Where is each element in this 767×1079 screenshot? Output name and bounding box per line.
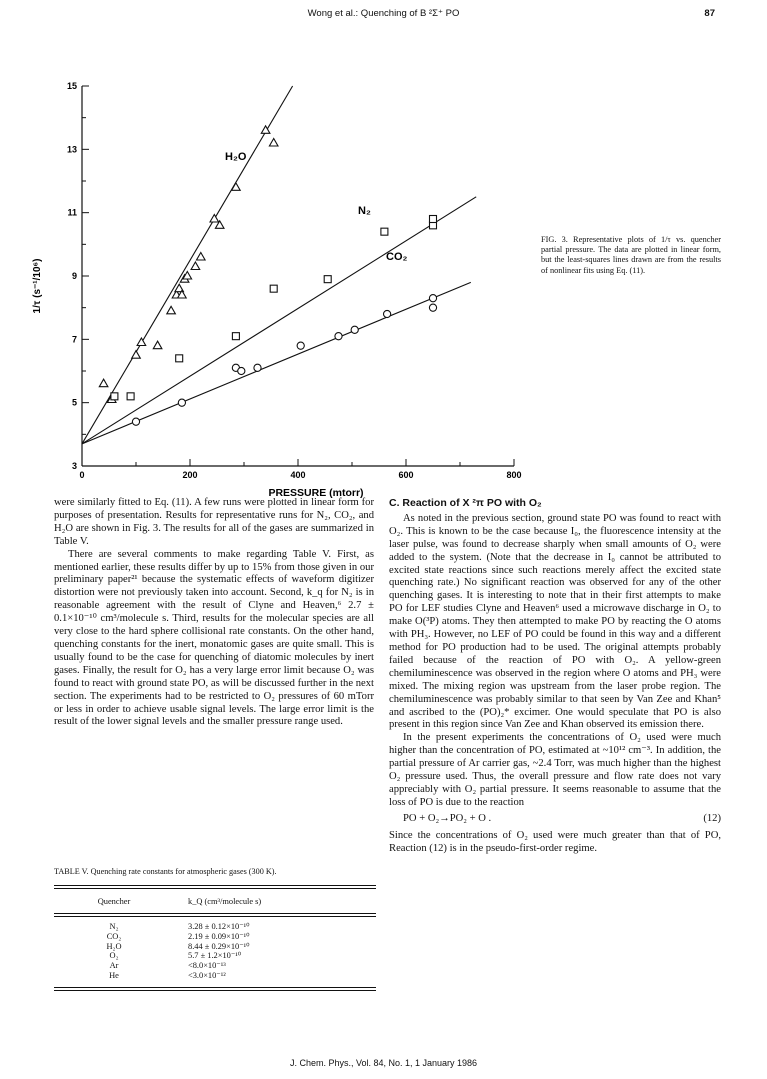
page-number: 87 [704, 8, 715, 19]
x-tick-label: 0 [79, 470, 85, 480]
data-point-triangle [191, 262, 200, 270]
table-cell-quencher: O₂ [109, 951, 119, 961]
column-header: k_Q (cm³/molecule s) [188, 897, 262, 906]
data-point-square [270, 285, 277, 292]
data-point-circle [384, 310, 391, 317]
x-axis-label: PRESSURE (mtorr) [268, 487, 364, 499]
data-point-square [176, 355, 183, 362]
table-cell-quencher: Ar [109, 961, 119, 971]
data-point-square [127, 393, 134, 400]
x-tick-label: 200 [182, 470, 198, 480]
right-column [389, 497, 721, 855]
left-column [54, 497, 374, 729]
data-point-triangle [269, 139, 278, 147]
paragraph: There are several comments to make regarding Table V. First, as mentioned earlier, these results differ by up to 15% from those given in our preliminary paper²¹ because the systematic effects of waveform digitizer distortion were not previously taken into account. Second, k_q for N₂ is in reasonable agreement with the result of Clyne and Heaven,⁶ 2.7 ± 0.1×10⁻¹⁰ cm³/molecule s. Third, results for the molecular species are all very close to the hard sphere collisional rate constants. On the other hand, quenching constants for the inert, monatomic gases are quite small. This is usually found to be the case for quenching of diatomic molecules by inert gases. Finally, the result for O₂ has a very large error limit because O₂ was found to react with ground state PO, as will be discussed further in the next section. The experiments had to be restricted to O₂ pressures of 60 mTorr or less in order to achieve usable signal levels. The large error limit is the result of the lower signal levels and the smaller pressure range used. [54, 548, 374, 728]
data-point-triangle [167, 306, 176, 314]
table-cell-kq: 2.19 ± 0.09×10⁻¹⁰ [188, 931, 250, 941]
data-point-square [381, 228, 388, 235]
data-point-square [111, 393, 118, 400]
data-point-circle [178, 399, 185, 406]
series-label: N₂ [358, 205, 371, 217]
data-point-triangle [153, 341, 162, 349]
y-tick-label: 5 [71, 397, 77, 408]
equation-12 [389, 813, 721, 826]
data-point-triangle [197, 253, 206, 261]
paragraph: Since the concentrations of O₂ used were much greater than that of PO, Reaction (12) is in the pseudo-first-order regime. [389, 829, 721, 854]
fit-line [82, 86, 293, 444]
y-axis-label: 1/τ (s⁻¹/10⁶) [32, 258, 43, 314]
table-cell-kq: <8.0×10⁻¹³ [188, 961, 226, 971]
y-tick-label: 15 [66, 81, 77, 91]
data-point-circle [297, 342, 304, 349]
figure-caption: FIG. 3. Representative plots of 1/τ vs. quencher partial pressure. The data are plotted in linear form, but the least-squares lines drawn are from the results of nonlinear fits using Eq. (11). [541, 235, 721, 275]
equation-number: (12) [703, 812, 721, 824]
x-tick-label: 400 [290, 470, 306, 480]
table-v [54, 885, 376, 991]
table-rule [54, 987, 376, 991]
data-point-triangle [132, 351, 141, 359]
x-tick-label: 800 [506, 470, 522, 480]
page-footer: J. Chem. Phys., Vol. 84, No. 1, 1 January 1986 [289, 1058, 478, 1068]
y-tick-label: 11 [67, 207, 77, 218]
paragraph: In the present experiments the concentrations of O₂ used were much higher than the concentration of PO, estimated at ~10¹² cm⁻³. In addition, the partial pressure of Ar carrier gas, ~2.4 Torr, was much higher than the highest O₂ pressure used. Thus, the overall pressure and flow rate does not vary appreciably with O₂ partial pressure. It seems reasonable to assume that the loss of PO is due to the reaction [389, 732, 721, 808]
y-tick-label: 7 [71, 334, 77, 345]
data-point-triangle [210, 215, 219, 223]
table-header-row [54, 889, 376, 913]
table-caption: TABLE V. Quenching rate constants for atmospheric gases (300 K). [54, 867, 277, 876]
data-point-triangle [137, 338, 146, 346]
table-cell-quencher: H₂O [106, 941, 122, 951]
data-point-circle [429, 304, 436, 311]
data-point-circle [429, 295, 436, 302]
equation-text: PO + O₂→PO₂ + O . [403, 812, 492, 824]
table-cell-quencher: N₂ [109, 922, 119, 931]
paragraph: were similarly fitted to Eq. (11). A few runs were plotted in linear form for purposes of presentation. Results for representative runs for N₂, CO₂, and H₂O are shown in Fig. 3. The results for all of the gases are summarized in Table V. [54, 497, 374, 547]
series-label: CO₂ [386, 251, 408, 263]
data-point-square [232, 333, 239, 340]
paragraph: As noted in the previous section, ground state PO was found to react with O₂. This is known to be the case because I₀, the fluorescence intensity at the laser pulse, was found to decrease sharply when small amounts of O₂ were added to the system. (Note that the decrease in I₀ cannot be attributed to excited state reactions since such reactions merely affect the excited state quenching rate.) No significant reaction was observed for any of the other quenching gases. It is interesting to note that in their first attempts to make PO for LEF studies Clyne and Heaven⁶ used a microwave discharge in O₂ to make O(³P) atoms. They then attempted to make PO by reacting the O atoms with PH₃. However, no LEF of PO could be found in this way and a different method for PO production had to be used. The original attempts probably failed because of the reaction of PO with O₂. A yellow-green chemiluminescence was observed in the region where O atoms and PH₃ were mixed. The mixing region was upstream from the laser probe region. The chemiluminescence was probably similar to that seen by Van Zee and Khan⁵ and ascribed to the (PO)₂* excimer. One would speculate that PO is also present in this region since Van Zee and Khan observed its emission there. [389, 512, 721, 731]
table-cell-kq: 8.44 ± 0.29×10⁻¹⁰ [188, 941, 250, 951]
data-point-triangle [99, 379, 108, 387]
y-tick-label: 3 [71, 461, 77, 471]
table-cell-kq: 3.28 ± 0.12×10⁻¹⁰ [188, 922, 250, 931]
data-point-circle [254, 364, 261, 371]
data-point-circle [351, 326, 358, 333]
x-tick-label: 600 [398, 470, 414, 480]
table-cell-quencher: CO₂ [106, 931, 122, 941]
data-point-circle [335, 333, 342, 340]
fit-line [82, 197, 476, 444]
data-point-circle [132, 418, 139, 425]
column-header: Quencher [97, 897, 131, 906]
table-body [54, 917, 376, 981]
y-tick-label: 13 [66, 144, 77, 155]
y-tick-label: 9 [71, 271, 77, 281]
fit-line [82, 282, 471, 444]
section-heading: C. Reaction of X ²π PO with O₂ [389, 497, 542, 509]
data-point-square [324, 276, 331, 283]
data-point-circle [238, 367, 245, 374]
series-label: H₂O [225, 151, 247, 163]
data-point-square [430, 216, 437, 223]
table-cell-kq: 5.7 ± 1.2×10⁻¹⁰ [188, 951, 242, 961]
table-cell-quencher: He [109, 970, 119, 980]
running-title: Wong et al.: Quenching of B ²Σ⁺ PO [307, 8, 460, 19]
table-cell-kq: <3.0×10⁻¹² [188, 970, 226, 980]
